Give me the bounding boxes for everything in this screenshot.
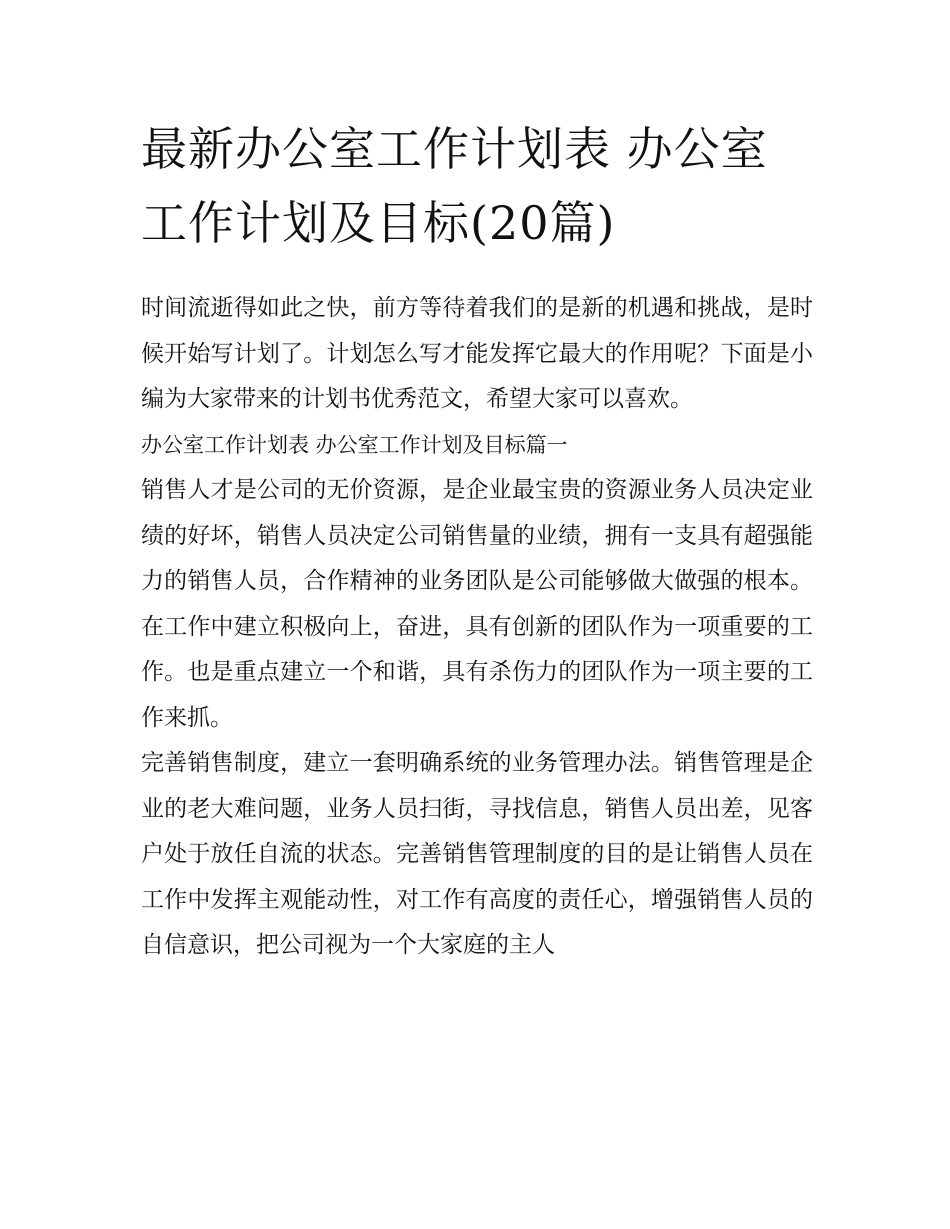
document-page: [141, 112, 813, 969]
body-paragraph-1: 销售人才是公司的无价资源，是企业最宝贵的资源业务人员决定业绩的好坏，销售人员决定公司销售量的业绩，拥有一支具有超强能力的销售人员，合作精神的业务团队是公司能够做大做强的根本。在工作中建立积极向上，奋进，具有创新的团队作为一项重要的工作。也是重点建立一个和谐，具有杀伤力的团队作为一项主要的工作来抓。: [141, 477, 813, 731]
section-heading: 办公室工作计划表 办公室工作计划及目标篇一: [141, 432, 568, 457]
body-paragraph-2: 完善销售制度，建立一套明确系统的业务管理办法。销售管理是企业的老大难问题，业务人员扫街，寻找信息，销售人员出差，见客户处于放任自流的状态。完善销售管理制度的目的是让销售人员在工作中发挥主观能动性，对工作有高度的责任心，增强销售人员的自信意识，把公司视为一个大家庭的主人: [141, 750, 813, 958]
document-title: 最新办公室工作计划表 办公室工作计划及目标(20篇): [141, 122, 768, 250]
intro-paragraph: 时间流逝得如此之快，前方等待着我们的是新的机遇和挑战，是时候开始写计划了。计划怎么写才能发挥它最大的作用呢？下面是小编为大家带来的计划书优秀范文，希望大家可以喜欢。: [141, 295, 813, 412]
